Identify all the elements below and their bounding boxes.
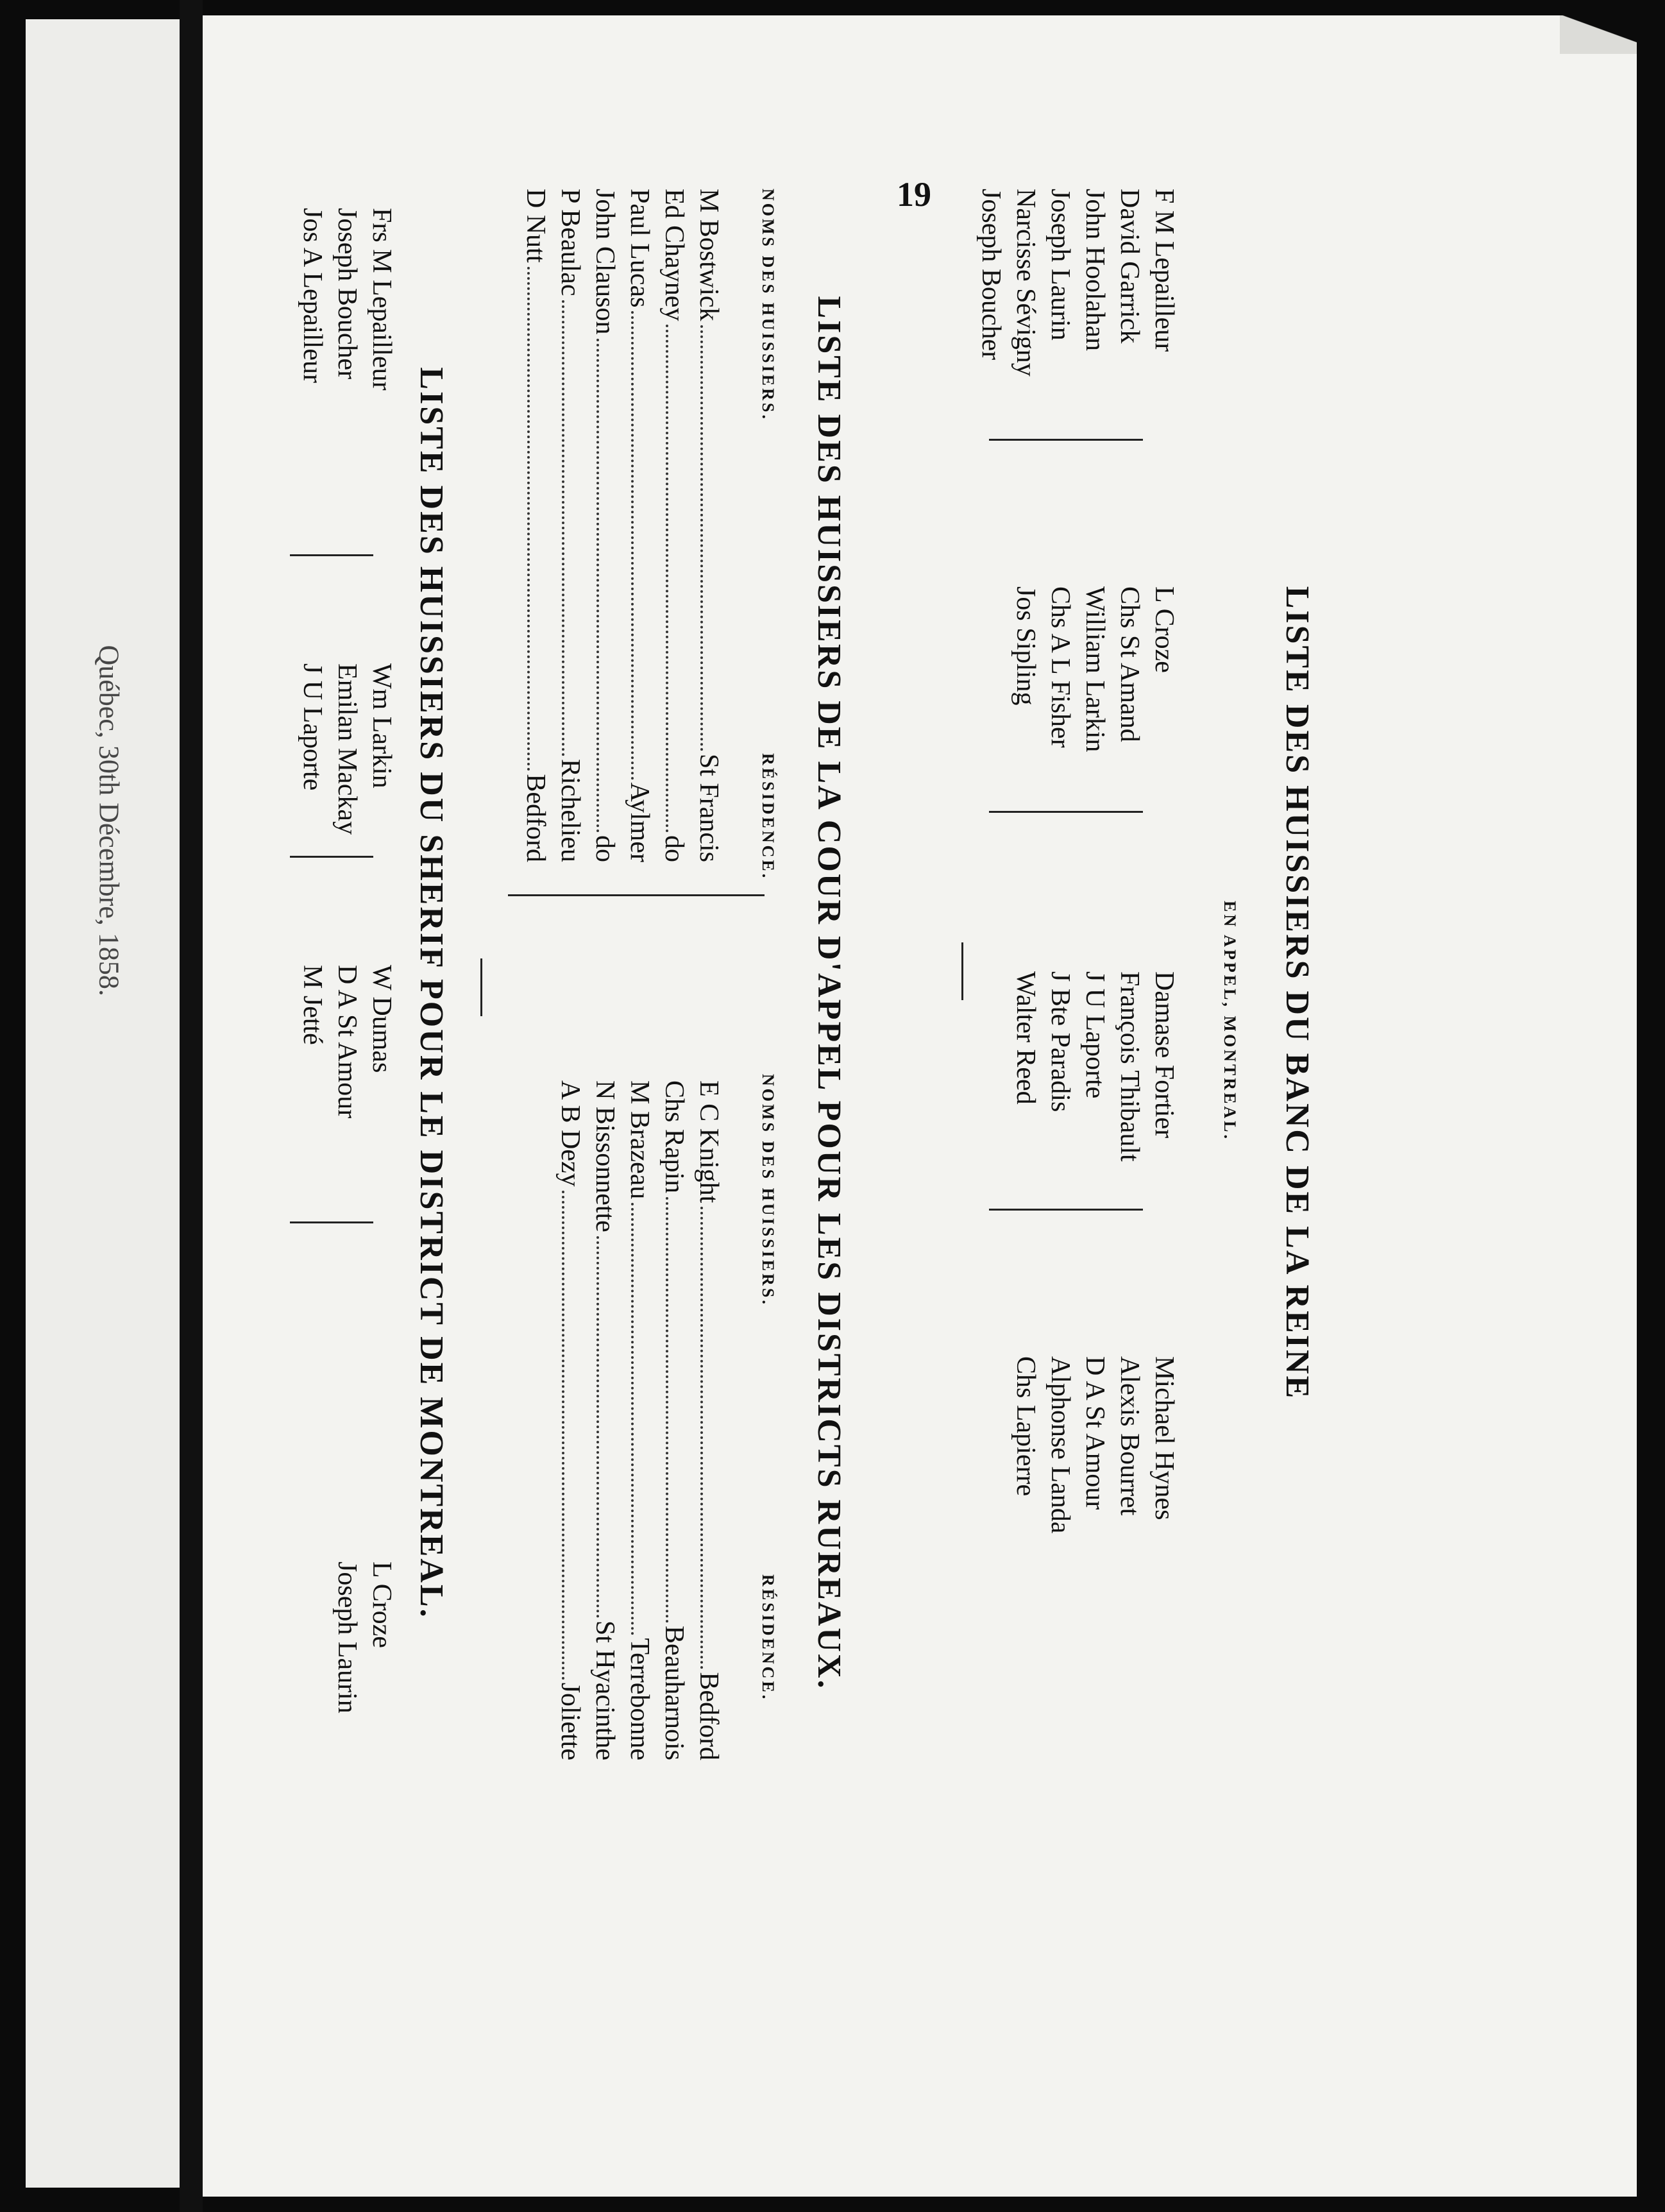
banc-de-la-reine-subtitle: EN APPEL, MONTREAL.: [1221, 901, 1239, 1142]
column-rule: [989, 811, 1143, 813]
huissier-residence: do: [659, 835, 689, 862]
list-item: F M Lepailleur: [1149, 189, 1179, 352]
list-item: Joseph Boucher: [976, 189, 1006, 361]
list-item: Joseph Boucher: [332, 208, 362, 380]
leader-dots: [596, 1236, 599, 1618]
table-row: [622, 1080, 657, 1760]
leader-dots: [596, 339, 599, 833]
table-row: [553, 1080, 587, 1760]
list-item: L Croze: [1149, 586, 1179, 673]
list-item: Chs Lapierre: [1011, 1356, 1040, 1497]
list-item: Michael Hynes: [1149, 1356, 1179, 1520]
list-item: David Garrick: [1115, 189, 1144, 344]
previous-page-fragment: Québec, 30th Décembre, 1858.: [93, 645, 125, 996]
list-item: William Larkin: [1080, 586, 1110, 753]
list-item: Jos A Lepailleur: [298, 208, 327, 383]
previous-page-edge: [26, 19, 186, 2188]
huissier-residence: do: [590, 835, 620, 862]
list-item: Joseph Laurin: [332, 1561, 362, 1714]
list-item: Alexis Bourret: [1115, 1356, 1144, 1516]
column-rule: [290, 1221, 373, 1223]
column-rule: [290, 554, 373, 556]
list-item: M Jetté: [298, 965, 327, 1045]
rotated-content: [203, 15, 1637, 1971]
cour-d-appel-title: LISTE DES HUISSIERS DE LA COUR D'APPEL POUR LES DISTRICTS RUREAUX.: [811, 296, 847, 1690]
list-item: Jos Sipling: [1011, 586, 1040, 706]
table-row: [587, 189, 622, 862]
huissier-residence: Aylmer: [625, 782, 654, 862]
cour-header-residence-right: RÉSIDENCE.: [759, 1574, 777, 1702]
list-item: Damase Fortier: [1149, 971, 1179, 1139]
huissier-name: Ed Chayney: [659, 189, 689, 321]
huissier-name: John Clauson: [590, 189, 620, 335]
list-item: Chs A L Fisher: [1045, 586, 1075, 748]
table-row: [691, 189, 726, 862]
huissier-residence: St Francis: [694, 753, 723, 862]
leader-dots: [700, 325, 703, 751]
leader-dots: [562, 1191, 564, 1680]
huissier-name: N Bissonnette: [590, 1080, 620, 1232]
sherif-column-1: [295, 208, 399, 391]
table-row: [691, 1080, 726, 1760]
table-row: [518, 189, 553, 862]
sherif-column-4: [330, 1561, 399, 1714]
column-rule: [989, 439, 1143, 441]
list-item: D A St Amour: [332, 965, 362, 1119]
list-item: Walter Reed: [1011, 971, 1040, 1105]
huissier-residence: Bedford: [694, 1672, 723, 1760]
huissier-name: M Brazeau: [625, 1080, 654, 1200]
page-number: 19: [897, 175, 931, 214]
table-row: [657, 189, 691, 862]
huissier-name: M Bostwick: [694, 189, 723, 321]
column-rule: [508, 894, 765, 896]
table-row: [622, 189, 657, 862]
sherif-column-3: [295, 965, 399, 1118]
banc-column-1: [974, 189, 1181, 377]
banc-de-la-reine-title: LISTE DES HUISSIERS DU BANC DE LA REINE: [1279, 586, 1315, 1400]
leader-dots: [562, 300, 564, 756]
banc-column-2: [1008, 586, 1181, 752]
list-item: Narcisse Sévigny: [1011, 189, 1040, 377]
cour-header-residence-left: RÉSIDENCE.: [759, 753, 777, 881]
cour-header-noms-left: NOMS DES HUISSIERS.: [759, 189, 777, 421]
huissier-residence: St Hyacinthe: [590, 1620, 620, 1760]
list-item: W Dumas: [367, 965, 396, 1073]
column-rule: [989, 1209, 1143, 1211]
list-item: Frs M Lepailleur: [367, 208, 396, 391]
banc-column-4: [1008, 1356, 1181, 1533]
huissier-residence: Bedford: [521, 774, 550, 862]
huissier-residence: Terrebonne: [625, 1638, 654, 1760]
list-item: J U Laporte: [1080, 971, 1110, 1099]
section-separator: [480, 958, 482, 1016]
list-item: Wm Larkin: [367, 663, 396, 788]
huissier-name: Chs Rapin: [659, 1080, 689, 1194]
book-gutter: [180, 0, 203, 2212]
list-item: François Thibault: [1115, 971, 1144, 1162]
table-row: [657, 1080, 691, 1760]
list-item: D A St Amour: [1080, 1356, 1110, 1510]
leader-dots: [666, 1197, 668, 1623]
list-item: Emilan Mackay: [332, 663, 362, 835]
sherif-column-2: [295, 663, 399, 835]
leader-dots: [631, 311, 634, 779]
leader-dots: [700, 1207, 703, 1669]
leader-dots: [631, 1203, 634, 1635]
cour-header-noms-right: NOMS DES HUISSIERS.: [759, 1074, 777, 1307]
list-item: L Croze: [367, 1561, 396, 1648]
cour-left-list: [518, 189, 726, 862]
huissier-name: P Beaulac: [555, 189, 585, 296]
cour-right-list: [553, 1080, 726, 1760]
list-item: Chs St Amand: [1115, 586, 1144, 742]
column-rule: [290, 856, 373, 858]
document-page: [203, 15, 1637, 2197]
huissier-residence: Joliette: [555, 1682, 585, 1760]
huissier-name: E C Knight: [694, 1080, 723, 1204]
banc-column-3: [1008, 971, 1181, 1162]
leader-dots: [527, 267, 530, 772]
huissier-name: A B Dezy: [555, 1080, 585, 1187]
huissier-name: D Nutt: [521, 189, 550, 263]
list-item: J U Laporte: [298, 663, 327, 791]
list-item: John Hoolahan: [1080, 189, 1110, 352]
huissier-name: Paul Lucas: [625, 189, 654, 308]
section-separator: [961, 942, 963, 1000]
leader-dots: [666, 325, 668, 833]
table-row: [587, 1080, 622, 1760]
list-item: J Bte Paradis: [1045, 971, 1075, 1112]
list-item: Alphonse Landa: [1045, 1356, 1075, 1534]
huissier-residence: Beauharnois: [659, 1626, 689, 1760]
table-row: [553, 189, 587, 862]
sherif-title: LISTE DES HUISSIERS DU SHERIF POUR LE DISTRICT DE MONTREAL.: [413, 367, 450, 1619]
huissier-residence: Richelieu: [555, 759, 585, 862]
list-item: Joseph Laurin: [1045, 189, 1075, 341]
